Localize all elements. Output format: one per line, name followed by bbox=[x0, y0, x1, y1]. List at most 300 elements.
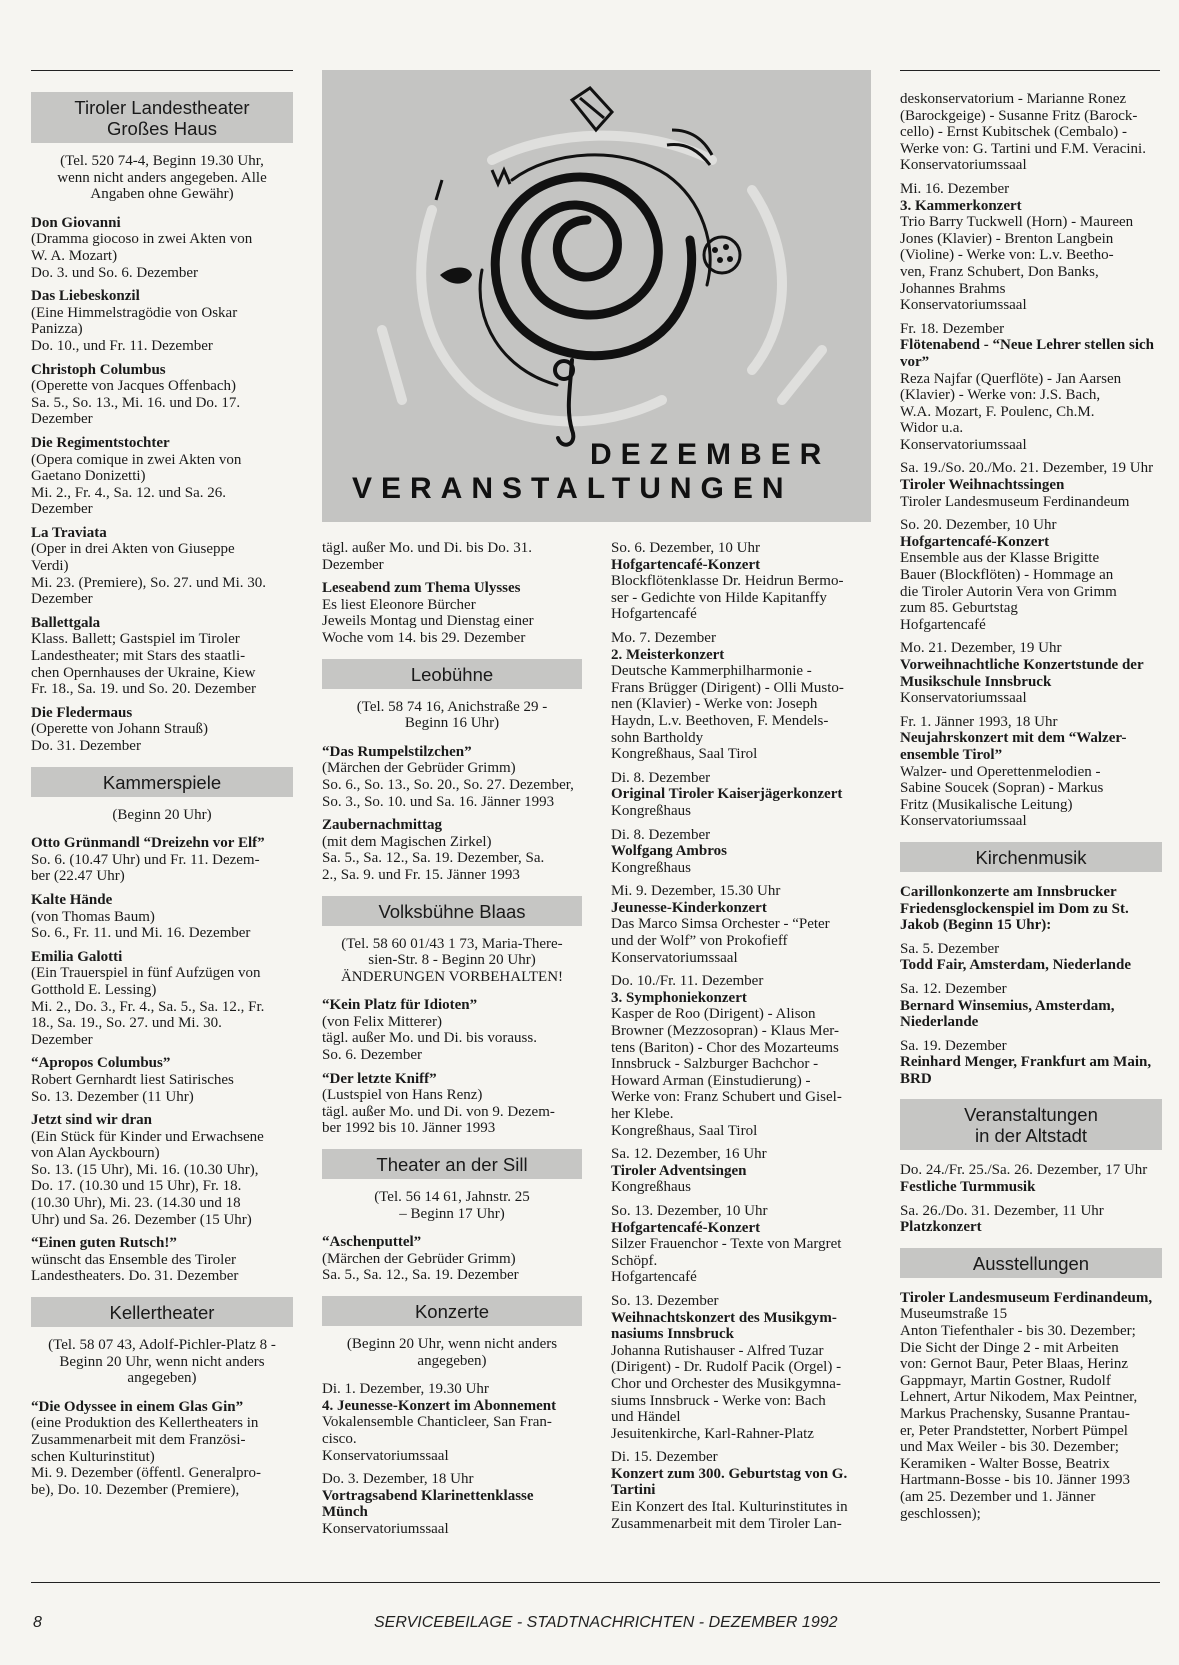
text-line: ÄNDERUNGEN VORBEHALTEN! bbox=[340, 968, 564, 985]
text-line: (Beginn 20 Uhr, wenn nicht anders bbox=[346, 1336, 558, 1352]
event-date: Di. 8. Dezember bbox=[611, 769, 711, 786]
text-line: Frans Brügger (Dirigent) - Olli Musto- bbox=[611, 679, 844, 696]
text-line: (von Felix Mitterer) bbox=[322, 1013, 442, 1030]
event-item bbox=[322, 1071, 582, 1137]
event-title: Platzkonzert bbox=[900, 1219, 982, 1236]
text-line: Veranstaltungen bbox=[964, 1104, 1098, 1126]
text-line: Hofgartencafé bbox=[611, 606, 697, 623]
text-line: Woche vom 14. bis 29. Dezember bbox=[322, 629, 526, 646]
event-title: Vorweihnachtliche Konzertstunde der Musikschule Innsbruck bbox=[900, 657, 1144, 690]
text-line: tägl. außer Mo. und Di. von 9. Dezem- bbox=[322, 1103, 555, 1120]
event-item bbox=[611, 630, 871, 763]
event-title: Todd Fair, Amsterdam, Niederlande bbox=[900, 957, 1131, 974]
event-title: Die Regimentstochter bbox=[31, 434, 170, 451]
event-title: Das Liebeskonzil bbox=[31, 288, 140, 305]
event-title: Neujahrskonzert mit dem “Walzer-ensemble Tirol” bbox=[900, 730, 1127, 763]
text-line: Konservatoriumssaal bbox=[900, 157, 1027, 174]
section-note bbox=[31, 807, 293, 824]
continued-text bbox=[322, 540, 582, 573]
event-title: “Kein Platz für Idioten” bbox=[322, 997, 478, 1014]
top-rule-right bbox=[900, 70, 1160, 71]
text-line: (Ein Stück für Kinder und Erwachsene bbox=[31, 1128, 264, 1145]
text-line: Leobühne bbox=[410, 663, 494, 685]
section-note bbox=[322, 1189, 582, 1222]
event-item bbox=[611, 1203, 871, 1286]
text-line: Zusammenarbeit mit dem Tiroler Lan- bbox=[611, 1515, 842, 1532]
event-date: Fr. 18. Dezember bbox=[900, 320, 1005, 337]
text-line: Mi. 23. (Premiere), So. 27. und Mi. 30. bbox=[31, 574, 266, 591]
event-title: “Aschenputtel” bbox=[322, 1234, 422, 1251]
text-line: Gappmayr, Martin Gostner, Rudolf bbox=[900, 1372, 1111, 1389]
text-line: (Tel. 58 07 43, Adolf-Pichler-Platz 8 - bbox=[48, 1337, 276, 1354]
text-line: Chor und Orchester des Musikgymna- bbox=[611, 1375, 841, 1392]
text-line: Kongreßhaus bbox=[611, 802, 691, 819]
text-line: nen (Klavier) - Werke von: Joseph bbox=[611, 696, 818, 713]
text-line: Tiroler Landesmuseum Ferdinandeum bbox=[900, 493, 1130, 510]
event-title: Zaubernachmittag bbox=[322, 817, 442, 834]
text-line: zum 85. Geburtstag bbox=[900, 600, 1018, 617]
event-date: So. 6. Dezember, 10 Uhr bbox=[611, 540, 760, 556]
event-item bbox=[611, 883, 871, 966]
text-line: Konservatoriumssaal bbox=[611, 949, 738, 966]
text-line: ser - Gedichte von Hilde Kapitanffy bbox=[611, 589, 827, 606]
event-date: Di. 8. Dezember bbox=[611, 826, 711, 843]
event-item bbox=[31, 1112, 293, 1228]
text-line: Deutsche Kammerphilharmonie - bbox=[611, 663, 812, 680]
text-line: Konzerte bbox=[414, 1301, 490, 1322]
text-line: Die Sicht der Dinge 2 - mit Arbeiten bbox=[900, 1339, 1119, 1356]
event-date: Do. 24./Fr. 25./Sa. 26. Dezember, 17 Uhr bbox=[900, 1162, 1148, 1179]
text-line: (Barockgeige) - Susanne Fritz (Barock- bbox=[900, 107, 1138, 124]
section-header bbox=[900, 842, 1162, 872]
text-line: Kongreßhaus, Saal Tirol bbox=[611, 746, 758, 763]
hero-illustration bbox=[322, 70, 871, 522]
text-line: Sa. 5., Sa. 12., Sa. 19. Dezember, Sa. bbox=[322, 850, 545, 867]
text-line: sien-Str. 8 - Beginn 20 Uhr) bbox=[368, 952, 536, 969]
text-line: Fr. 18., Sa. 19. und So. 20. Dezember bbox=[31, 681, 256, 698]
text-line: Uhr) und Sa. 26. Dezember (15 Uhr) bbox=[31, 1211, 252, 1228]
text-line: (Dirigent) - Dr. Rudolf Pacik (Orgel) - bbox=[611, 1359, 842, 1376]
event-title: Weihnachtskonzert des Musikgym-nasiums Innsbruck bbox=[611, 1309, 837, 1343]
text-line: 2., Sa. 9. und Fr. 15. Jänner 1993 bbox=[322, 866, 520, 883]
event-title: 2. Meisterkonzert bbox=[611, 646, 725, 663]
text-line: her Klebe. bbox=[611, 1106, 674, 1122]
event-item bbox=[900, 517, 1162, 633]
text-line: Walzer- und Operettenmelodien - bbox=[900, 763, 1101, 780]
text-line: be), Do. 10. Dezember (Premiere), bbox=[31, 1481, 240, 1498]
event-date: Mo. 21. Dezember, 19 Uhr bbox=[900, 640, 1062, 657]
text-line: und Max Weiler - bis 30. Dezember; bbox=[900, 1439, 1119, 1456]
event-item bbox=[900, 321, 1162, 454]
event-item bbox=[322, 744, 582, 810]
event-date: Sa. 12. Dezember bbox=[900, 980, 1007, 997]
text-line: So. 6., Fr. 11. und Mi. 16. Dezember bbox=[31, 925, 251, 942]
section-note bbox=[31, 153, 293, 203]
text-line: Kongreßhaus bbox=[611, 859, 691, 876]
event-title: Die Fledermaus bbox=[31, 704, 133, 721]
event-date: Mi. 9. Dezember, 15.30 Uhr bbox=[611, 883, 781, 900]
event-title: Hofgartencafé-Konzert bbox=[611, 556, 761, 573]
text-line: (Tel. 58 60 01/43 1 73, Maria-There- bbox=[341, 935, 563, 952]
text-line: tägl. außer Mo. und Di. bis vorauss. bbox=[322, 1030, 537, 1047]
text-line: Hofgartencafé bbox=[611, 1269, 697, 1286]
text-line: Tiroler Landestheater bbox=[74, 97, 250, 118]
event-item bbox=[900, 181, 1162, 314]
text-line: Sa. 5., So. 13., Mi. 16. und Do. 17. bbox=[31, 394, 241, 411]
text-line: Es liest Eleonore Bürcher bbox=[322, 596, 476, 613]
event-item bbox=[900, 640, 1162, 706]
text-line: (Märchen der Gebrüder Grimm) bbox=[322, 1250, 516, 1267]
event-title: Carillonkonzerte am Innsbrucker Friedensglockenspiel im Dom zu St. Jakob (Beginn 15 Uhr): bbox=[900, 883, 1129, 934]
text-line: Kirchenmusik bbox=[975, 846, 1087, 868]
section-header bbox=[322, 896, 582, 926]
text-line: Zusammenarbeit mit dem Französi- bbox=[31, 1432, 246, 1448]
event-date: So. 20. Dezember, 10 Uhr bbox=[900, 517, 1057, 534]
event-item bbox=[31, 892, 293, 942]
text-line: Do. 10., und Fr. 11. Dezember bbox=[31, 337, 213, 354]
text-line: (Tel. 520 74-4, Beginn 19.30 Uhr, bbox=[60, 153, 264, 169]
text-line: Haydn, L.v. Beethoven, F. Mendels- bbox=[611, 712, 829, 729]
text-line: Anton Tiefenthaler - bis 30. Dezember; bbox=[900, 1323, 1136, 1340]
text-line: Innsbruck - Salzburger Bachchor - bbox=[611, 1056, 819, 1073]
event-item bbox=[900, 884, 1162, 934]
event-date: Sa. 12. Dezember, 16 Uhr bbox=[611, 1146, 767, 1163]
event-title: Kalte Hände bbox=[31, 891, 113, 908]
event-item bbox=[900, 714, 1162, 830]
column-3 bbox=[611, 540, 871, 1539]
text-line: Kongreßhaus, Saal Tirol bbox=[611, 1122, 758, 1139]
text-line: (Oper in drei Akten von Giuseppe bbox=[31, 541, 235, 558]
event-title: 3. Kammerkonzert bbox=[900, 197, 1022, 214]
text-line: und Händel bbox=[611, 1409, 681, 1426]
event-item bbox=[611, 540, 871, 623]
text-line: Kellertheater bbox=[109, 1302, 215, 1324]
text-line: Dezember bbox=[31, 1031, 93, 1048]
event-title: Leseabend zum Thema Ulysses bbox=[322, 580, 521, 597]
page-number: 8 bbox=[33, 1614, 42, 1631]
section-header bbox=[322, 1149, 582, 1179]
event-title: “Einen guten Rutsch!” bbox=[31, 1235, 177, 1252]
text-line: Sabine Soucek (Sopran) - Markus bbox=[900, 780, 1104, 797]
text-line: er, Peter Prandstetter, Norbert Pümpel bbox=[900, 1422, 1128, 1439]
text-line: W. A. Mozart) bbox=[31, 247, 118, 264]
event-date: Mo. 7. Dezember bbox=[611, 629, 716, 646]
event-title: Wolfgang Ambros bbox=[611, 843, 727, 860]
event-item bbox=[611, 1146, 871, 1196]
event-item bbox=[611, 1449, 871, 1532]
text-line: ber 1992 bis 10. Jänner 1993 bbox=[322, 1120, 496, 1137]
text-line: (Opera comique in zwei Akten von bbox=[31, 451, 242, 468]
text-line: Landestheaters. Do. 31. Dezember bbox=[31, 1268, 239, 1285]
event-title: Otto Grünmandl “Dreizehn vor Elf” bbox=[31, 835, 265, 852]
event-item bbox=[31, 1055, 293, 1105]
text-line: Johanna Rutishauser - Alfred Tuzar bbox=[611, 1342, 824, 1359]
event-title: “Die Odyssee in einem Glas Gin” bbox=[31, 1398, 244, 1415]
section-header bbox=[900, 1099, 1162, 1150]
section-header bbox=[322, 659, 582, 689]
section-note bbox=[322, 699, 582, 732]
text-line: (Violine) - Werke von: L.v. Beetho- bbox=[900, 247, 1114, 264]
event-date: Sa. 26./Do. 31. Dezember, 11 Uhr bbox=[900, 1202, 1104, 1219]
text-line: von: Gernot Baur, Peter Blaas, Herinz bbox=[900, 1356, 1129, 1373]
event-title: “Apropos Columbus” bbox=[31, 1055, 171, 1072]
section-note bbox=[322, 936, 582, 986]
text-line: Jones (Klavier) - Brenton Langbein bbox=[900, 230, 1114, 247]
text-line: 18., Sa. 19., So. 27. und Mi. 30. bbox=[31, 1015, 222, 1032]
text-line: So. 13. Dezember (11 Uhr) bbox=[31, 1088, 194, 1105]
text-line: schen Kulturinstitut) bbox=[31, 1448, 155, 1465]
column-1 bbox=[31, 92, 293, 1505]
text-line: tens (Bariton) - Chor des Mozarteums bbox=[611, 1039, 839, 1056]
text-line: Dezember bbox=[31, 501, 93, 518]
event-item bbox=[900, 1162, 1162, 1195]
text-line: Silzer Frauenchor - Texte von Margret bbox=[611, 1236, 842, 1253]
text-line: wünscht das Ensemble des Tiroler bbox=[31, 1251, 236, 1268]
event-title: Vortragsabend Klarinettenklasse Münch bbox=[322, 1487, 534, 1521]
text-line: angegeben) bbox=[127, 1370, 197, 1387]
text-line: Mi. 9. Dezember (öffentl. Generalpro- bbox=[31, 1465, 262, 1482]
event-item bbox=[611, 770, 871, 820]
text-line: cisco. bbox=[322, 1430, 357, 1447]
text-line: (eine Produktion des Kellertheaters in bbox=[31, 1415, 259, 1432]
text-line: Beginn 20 Uhr, wenn nicht anders bbox=[59, 1353, 265, 1370]
text-line: Volksbühne Blaas bbox=[378, 900, 526, 922]
text-line: Museumstraße 15 bbox=[900, 1306, 1008, 1323]
text-line: Johannes Brahms bbox=[900, 280, 1006, 297]
text-line: Großes Haus bbox=[106, 118, 217, 139]
footer-text: SERVICEBEILAGE - STADTNACHRICHTEN - DEZEMBER 1992 bbox=[374, 1614, 838, 1631]
event-title: Tiroler Weihnachtssingen bbox=[900, 477, 1065, 494]
event-title: Bernard Winsemius, Amsterdam, Niederlande bbox=[900, 997, 1115, 1031]
text-line: siums Innsbruck - Werke von: Bach bbox=[611, 1392, 826, 1409]
text-line: Theater an der Sill bbox=[376, 1154, 528, 1176]
text-line: Mi. 2., Do. 3., Fr. 4., Sa. 5., Sa. 12., Fr. bbox=[31, 998, 265, 1015]
text-line: (Eine Himmelstragödie von Oskar bbox=[31, 304, 238, 321]
section-header bbox=[31, 1297, 293, 1327]
text-line: Werke von: Franz Schubert und Gisel- bbox=[611, 1089, 842, 1106]
text-line: Schöpf. bbox=[611, 1252, 658, 1269]
event-date: Do. 10./Fr. 11. Dezember bbox=[611, 973, 764, 990]
text-line: Do. 31. Dezember bbox=[31, 738, 141, 754]
event-item bbox=[611, 1293, 871, 1442]
text-line: (10.30 Uhr), Mi. 23. (14.30 und 18 bbox=[31, 1195, 241, 1212]
text-line: Reza Najfar (Querflöte) - Jan Aarsen bbox=[900, 370, 1122, 387]
text-line: (Dramma giocoso in zwei Akten von bbox=[31, 231, 253, 248]
text-line: Konservatoriumssaal bbox=[322, 1447, 449, 1464]
text-line: Konservatoriumssaal bbox=[900, 690, 1027, 707]
column-2 bbox=[322, 540, 582, 1545]
event-title: “Das Rumpelstilzchen” bbox=[322, 743, 472, 760]
text-line: Howard Arman (Einstudierung) - bbox=[611, 1072, 811, 1089]
text-line: angegeben) bbox=[417, 1352, 487, 1369]
text-line: deskonservatorium - Marianne Ronez bbox=[900, 91, 1127, 107]
event-title: Emilia Galotti bbox=[31, 948, 123, 965]
text-line: Konservatoriumssaal bbox=[900, 813, 1027, 830]
event-item bbox=[322, 997, 582, 1063]
event-item bbox=[31, 288, 293, 354]
section-header bbox=[31, 92, 293, 143]
section-header bbox=[31, 767, 293, 797]
text-line: Dezember bbox=[31, 591, 93, 608]
event-date: Fr. 1. Jänner 1993, 18 Uhr bbox=[900, 713, 1058, 730]
text-line: (Ein Trauerspiel in fünf Aufzügen von bbox=[31, 965, 261, 982]
event-item bbox=[900, 941, 1162, 974]
event-item bbox=[31, 525, 293, 608]
section-header bbox=[322, 1296, 582, 1326]
event-title: Don Giovanni bbox=[31, 214, 121, 231]
text-line: (Operette von Johann Strauß) bbox=[31, 721, 209, 738]
text-line: Ausstellungen bbox=[972, 1252, 1090, 1274]
text-line: So. 13. (15 Uhr), Mi. 16. (10.30 Uhr), bbox=[31, 1161, 259, 1178]
event-title: 4. Jeunesse-Konzert im Abonnement bbox=[322, 1397, 557, 1414]
text-line: Do. 3. und So. 6. Dezember bbox=[31, 264, 199, 281]
event-item bbox=[322, 1234, 582, 1284]
text-line: So. 6. (10.47 Uhr) und Fr. 11. Dezem- bbox=[31, 851, 260, 868]
text-line: die Tiroler Autorin Vera von Grimm bbox=[900, 583, 1117, 600]
text-line: (Operette von Jacques Offenbach) bbox=[31, 378, 237, 395]
event-item bbox=[31, 1399, 293, 1499]
event-item bbox=[900, 1038, 1162, 1088]
event-item bbox=[31, 435, 293, 518]
event-date: Di. 1. Dezember, 19.30 Uhr bbox=[322, 1381, 489, 1398]
section-header bbox=[900, 1248, 1162, 1278]
text-line: Jesuitenkirche, Karl-Rahner-Platz bbox=[611, 1425, 814, 1442]
event-title: Konzert zum 300. Geburtstag von G. Tartini bbox=[611, 1465, 848, 1499]
text-line: Sa. 5., Sa. 12., Sa. 19. Dezember bbox=[322, 1267, 519, 1284]
text-line: Keramiken - Walter Bosse, Beatrix bbox=[900, 1455, 1110, 1472]
text-line: Ensemble aus der Klasse Brigitte bbox=[900, 550, 1100, 567]
text-line: (mit dem Magischen Zirkel) bbox=[322, 833, 492, 850]
text-line: Kammerspiele bbox=[102, 771, 222, 793]
event-title: Jetzt sind wir dran bbox=[31, 1112, 152, 1129]
text-line: Gotthold E. Lessing) bbox=[31, 981, 157, 998]
text-line: Hofgartencafé bbox=[900, 616, 986, 633]
event-item bbox=[900, 981, 1162, 1031]
event-title: Original Tiroler Kaiserjägerkonzert bbox=[611, 786, 843, 803]
event-title: Tiroler Adventsingen bbox=[611, 1162, 747, 1179]
event-item bbox=[900, 1203, 1162, 1236]
text-line: ber (22.47 Uhr) bbox=[31, 868, 125, 885]
event-date: Sa. 19. Dezember bbox=[900, 1037, 1007, 1054]
text-line: Panizza) bbox=[31, 321, 83, 338]
text-line: So. 6. Dezember bbox=[322, 1047, 422, 1064]
text-line: Markus Prachensky, Susanne Prantau- bbox=[900, 1406, 1130, 1422]
event-title: “Der letzte Kniff” bbox=[322, 1070, 437, 1087]
text-line: (Klavier) - Werke von: J.S. Bach, bbox=[900, 387, 1101, 404]
text-line: Konservatoriumssaal bbox=[322, 1520, 449, 1537]
event-item bbox=[611, 827, 871, 877]
text-line: So. 6., So. 13., So. 20., So. 27. Dezember, bbox=[322, 776, 574, 793]
text-line: chen Opernhauses der Ukraine, Kiew bbox=[31, 664, 256, 681]
event-date: Mi. 16. Dezember bbox=[900, 180, 1010, 197]
text-line: Beginn 16 Uhr) bbox=[404, 715, 500, 732]
event-title: La Traviata bbox=[31, 524, 107, 541]
section-note bbox=[31, 1337, 293, 1387]
text-line: Dezember bbox=[31, 411, 93, 428]
top-rule-left bbox=[31, 70, 293, 71]
text-line: (Märchen der Gebrüder Grimm) bbox=[322, 760, 516, 777]
text-line: in der Altstadt bbox=[974, 1125, 1088, 1147]
event-date: So. 13. Dezember bbox=[611, 1292, 719, 1309]
text-line: Trio Barry Tuckwell (Horn) - Maureen bbox=[900, 214, 1134, 231]
event-date: Sa. 5. Dezember bbox=[900, 940, 1000, 957]
text-line: Browner (Mezzosopran) - Klaus Mer- bbox=[611, 1023, 839, 1040]
text-line: Kongreßhaus bbox=[611, 1179, 691, 1196]
event-date: Do. 3. Dezember, 18 Uhr bbox=[322, 1471, 474, 1488]
text-line: Dezember bbox=[322, 556, 384, 573]
text-line: cello) - Ernst Kubitschek (Cembalo) - bbox=[900, 124, 1128, 141]
event-item bbox=[322, 1381, 582, 1464]
text-line: und der Wolf” von Prokofieff bbox=[611, 933, 788, 950]
event-title: 3. Symphoniekonzert bbox=[611, 989, 747, 1006]
event-title: Festliche Turmmusik bbox=[900, 1179, 1036, 1196]
event-item bbox=[31, 215, 293, 281]
text-line: Werke von: G. Tartini und F.M. Veracini. bbox=[900, 140, 1146, 157]
event-item bbox=[31, 362, 293, 428]
event-item bbox=[31, 615, 293, 698]
hero-title-line2: VERANSTALTUNGEN bbox=[352, 472, 793, 505]
event-item bbox=[322, 817, 582, 883]
text-line: Vokalensemble Chanticleer, San Fran- bbox=[322, 1414, 552, 1431]
text-line: von Alan Ayckbourn) bbox=[31, 1145, 160, 1162]
event-item bbox=[900, 1290, 1162, 1522]
event-item bbox=[31, 1235, 293, 1285]
text-line: Jeweils Montag und Dienstag einer bbox=[322, 613, 534, 630]
event-title: Reinhard Menger, Frankfurt am Main, BRD bbox=[900, 1054, 1152, 1087]
text-line: sohn Bartholdy bbox=[611, 729, 704, 746]
text-line: (am 25. Dezember und 1. Jänner bbox=[900, 1488, 1096, 1505]
text-line: (Beginn 20 Uhr) bbox=[112, 806, 212, 823]
text-line: Mi. 2., Fr. 4., Sa. 12. und Sa. 26. bbox=[31, 484, 227, 501]
event-item bbox=[322, 580, 582, 646]
event-title: Hofgartencafé-Konzert bbox=[611, 1219, 761, 1236]
text-line: Verdi) bbox=[31, 558, 69, 575]
text-line: Gaetano Donizetti) bbox=[31, 468, 146, 485]
text-line: Konservatoriumssaal bbox=[900, 297, 1027, 314]
event-title: Hofgartencafé-Konzert bbox=[900, 533, 1050, 550]
event-item bbox=[31, 835, 293, 885]
text-line: Ein Konzert des Ital. Kulturinstitutes in bbox=[611, 1499, 848, 1516]
text-line: W.A. Mozart, F. Poulenc, Ch.M. bbox=[900, 403, 1095, 420]
event-item bbox=[31, 705, 293, 755]
event-title: Christoph Columbus bbox=[31, 361, 166, 378]
text-line: wenn nicht anders angegeben. Alle bbox=[57, 169, 267, 186]
event-title: Flötenabend - “Neue Lehrer stellen sich vor” bbox=[900, 337, 1155, 370]
hero-title-line1: DEZEMBER bbox=[590, 438, 831, 471]
event-item bbox=[611, 973, 871, 1139]
text-line: Do. 17. (10.30 und 15 Uhr), Fr. 18. bbox=[31, 1178, 242, 1195]
text-line: Blockflötenklasse Dr. Heidrun Bermo- bbox=[611, 573, 844, 590]
text-line: (von Thomas Baum) bbox=[31, 908, 155, 925]
continued-text bbox=[900, 91, 1162, 174]
text-line: – Beginn 17 Uhr) bbox=[399, 1205, 505, 1222]
text-line: Fritz (Musikalische Leitung) bbox=[900, 796, 1073, 813]
text-line: Kasper de Roo (Dirigent) - Alison bbox=[611, 1006, 816, 1023]
text-line: Das Marco Simsa Orchester - “Peter bbox=[611, 916, 830, 933]
event-title: Jeunesse-Kinderkonzert bbox=[611, 899, 767, 916]
event-item bbox=[900, 460, 1162, 510]
text-line: Konservatoriumssaal bbox=[900, 436, 1027, 453]
section-note bbox=[322, 1336, 582, 1369]
event-item bbox=[31, 949, 293, 1049]
text-line: Bauer (Blockflöten) - Hommage an bbox=[900, 567, 1114, 584]
text-line: Landestheater; mit Stars des staatli- bbox=[31, 648, 246, 665]
text-line: ven, Franz Schubert, Don Banks, bbox=[900, 263, 1099, 280]
text-line: Lehnert, Artur Nikodem, Max Peintner, bbox=[900, 1389, 1138, 1406]
text-line: (Lustspiel von Hans Renz) bbox=[322, 1087, 483, 1104]
text-line: (Tel. 56 14 61, Jahnstr. 25 bbox=[374, 1189, 530, 1206]
text-line: Robert Gernhardt liest Satirisches bbox=[31, 1071, 234, 1088]
